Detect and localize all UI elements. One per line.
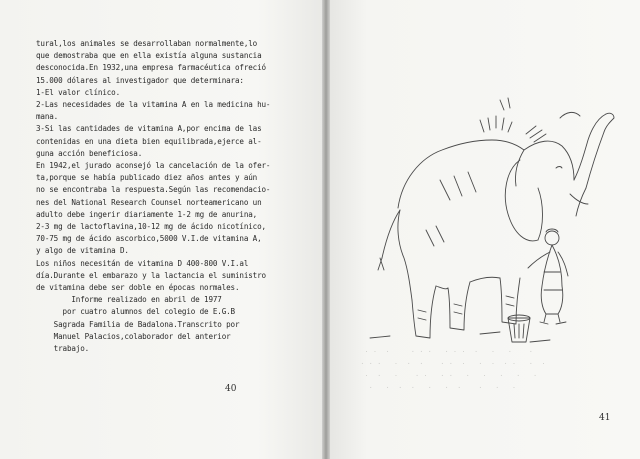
text-line: guna acción beneficiosa.	[36, 148, 143, 158]
page-number-right: 41	[599, 413, 611, 423]
text-line: 2-Las necesidades de la vitamina A en la medicina hu-	[36, 100, 271, 110]
text-line: nes del National Research Counsel norteamericano un	[36, 197, 262, 207]
text-line: tural,los animales se desarrollaban normalmente,lo	[36, 39, 258, 48]
text-line: y algo de vitamina D.	[36, 246, 129, 256]
credit-line: Informe realizado en abril de 1977	[36, 295, 222, 305]
text-line: 2-3 mg de lactoflavina,10-12 mg de ácido nicotínico,	[36, 222, 266, 232]
text-line: 3-Si las cantidades de vitamina A,por encima de las	[36, 124, 262, 134]
text-line: adulto debe ingerir diariamente 1-2 mg de anurina,	[36, 209, 258, 219]
text-line: desconocida.En 1932,una empresa farmacéutica ofreció	[36, 63, 266, 73]
text-line: En 1942,el jurado aconsejó la cancelación de la ofer-	[36, 161, 271, 171]
text-line: mana.	[36, 112, 59, 122]
text-line: no se encontraba la respuesta.Según las recomendacio-	[36, 185, 271, 195]
page-number-left: 40	[225, 384, 237, 394]
bleed-through-text: . . . . . . . . . . . . . . . . . . . . . . . . . . . . . . . . . . . . . . . . . . . . . . . . . .	[360, 346, 546, 390]
credit-line: Manuel Palacios,colaborador del anterior	[36, 331, 231, 341]
text-line: que demostraba que en ella existía alguna sustancia	[36, 51, 262, 61]
book-gutter	[322, 0, 330, 459]
left-page-body	[36, 38, 298, 355]
text-line: 70-75 mg de ácido ascorbico,5000 V.I.de vitamina A,	[36, 234, 262, 244]
text-line: contenidas en una dieta bien equilibrada,ejerce al-	[36, 136, 262, 146]
text-line: 15.000 dólares al investigador que determinara:	[36, 75, 244, 85]
credit-line: por cuatro alumnos del colegio de E.G.B	[36, 307, 235, 317]
credit-line: Sagrada Familia de Badalona.Transcrito por	[36, 319, 240, 329]
text-line: 1-El valor clínico.	[36, 87, 121, 97]
text-line: día.Durante el embarazo y la lactancia el suministro	[36, 270, 266, 280]
credit-line: trabajo.	[36, 344, 90, 354]
text-line: de vitamina debe ser doble en épocas normales.	[36, 283, 240, 293]
text-line: ta,porque se había publicado diez años antes y aún	[36, 173, 258, 183]
text-line: Los niños necesitán de vitamina D 400-800 V.I.al	[36, 258, 249, 268]
